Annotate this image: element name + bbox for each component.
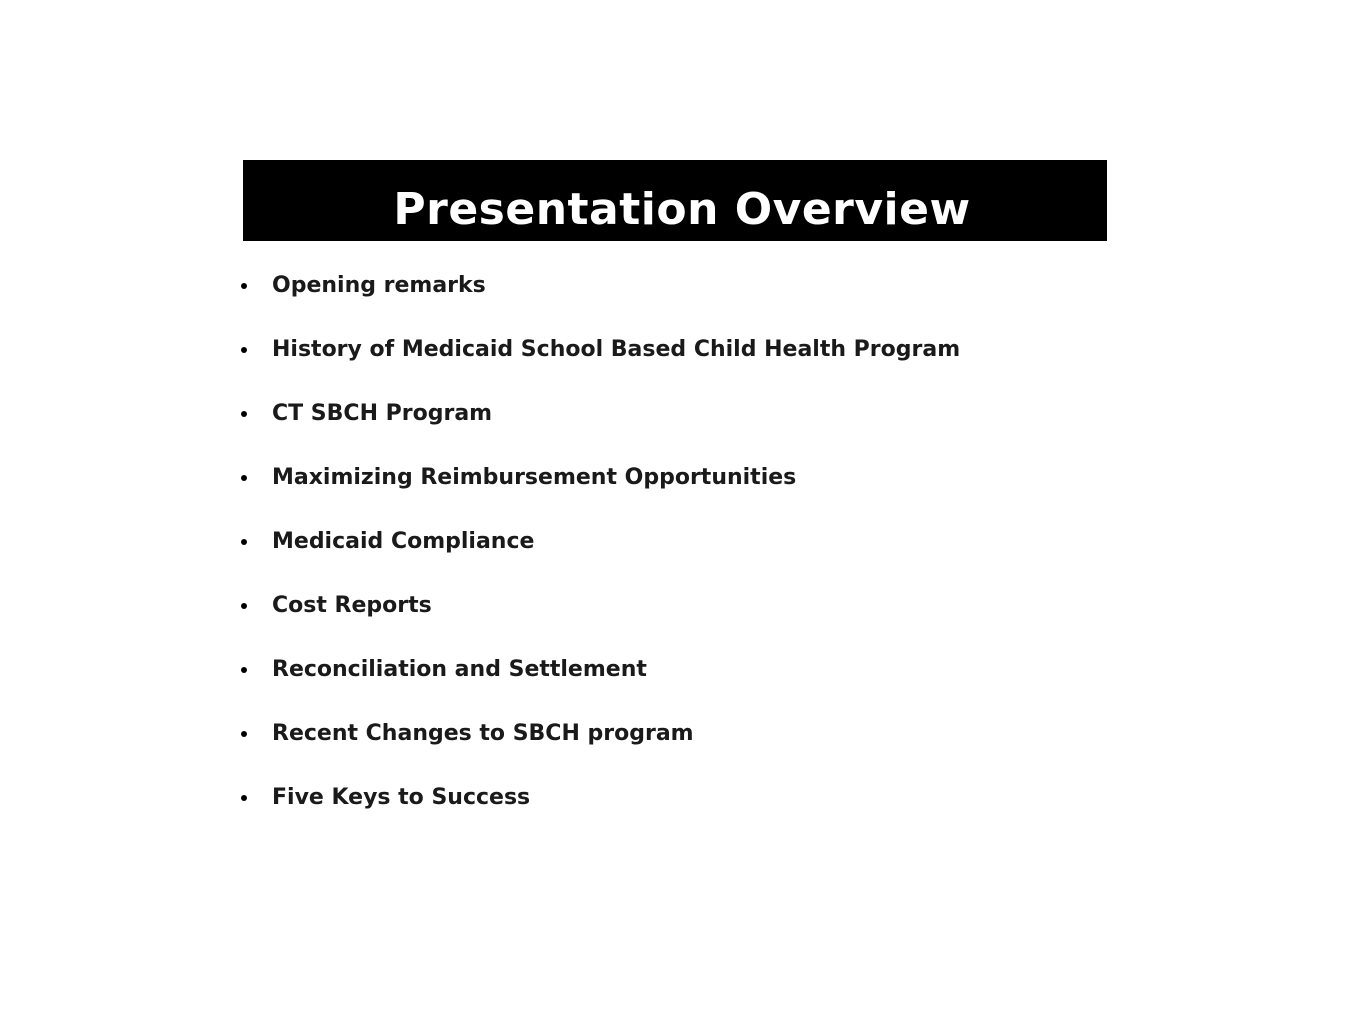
agenda-item-label: Opening remarks bbox=[272, 273, 486, 298]
agenda-item bbox=[236, 398, 1136, 430]
bullet-icon bbox=[241, 283, 247, 289]
bullet-icon bbox=[241, 475, 247, 481]
agenda-item bbox=[236, 654, 1136, 686]
agenda-item-label: Reconciliation and Settlement bbox=[272, 657, 647, 682]
agenda-item-label: Cost Reports bbox=[272, 593, 432, 618]
agenda-item-label: CT SBCH Program bbox=[272, 401, 493, 426]
agenda-item bbox=[236, 782, 1136, 814]
agenda-item bbox=[236, 718, 1136, 750]
bullet-icon bbox=[241, 603, 247, 609]
bullet-icon bbox=[241, 539, 247, 545]
agenda-item bbox=[236, 526, 1136, 558]
slide-title-bar bbox=[243, 160, 1107, 241]
slide-title: Presentation Overview bbox=[393, 184, 971, 235]
bullet-icon bbox=[241, 795, 247, 801]
agenda-item bbox=[236, 462, 1136, 494]
agenda-item bbox=[236, 270, 1136, 302]
bullet-icon bbox=[241, 731, 247, 737]
bullet-icon bbox=[241, 667, 247, 673]
agenda-item-label: Five Keys to Success bbox=[272, 785, 531, 810]
agenda-item-label: History of Medicaid School Based Child Health Program bbox=[272, 337, 961, 362]
agenda-item-label: Recent Changes to SBCH program bbox=[272, 721, 694, 746]
agenda-item-label: Maximizing Reimbursement Opportunities bbox=[272, 465, 797, 490]
agenda-item bbox=[236, 590, 1136, 622]
bullet-icon bbox=[241, 347, 247, 353]
agenda-item-label: Medicaid Compliance bbox=[272, 529, 535, 554]
agenda-item bbox=[236, 334, 1136, 366]
bullet-icon bbox=[241, 411, 247, 417]
